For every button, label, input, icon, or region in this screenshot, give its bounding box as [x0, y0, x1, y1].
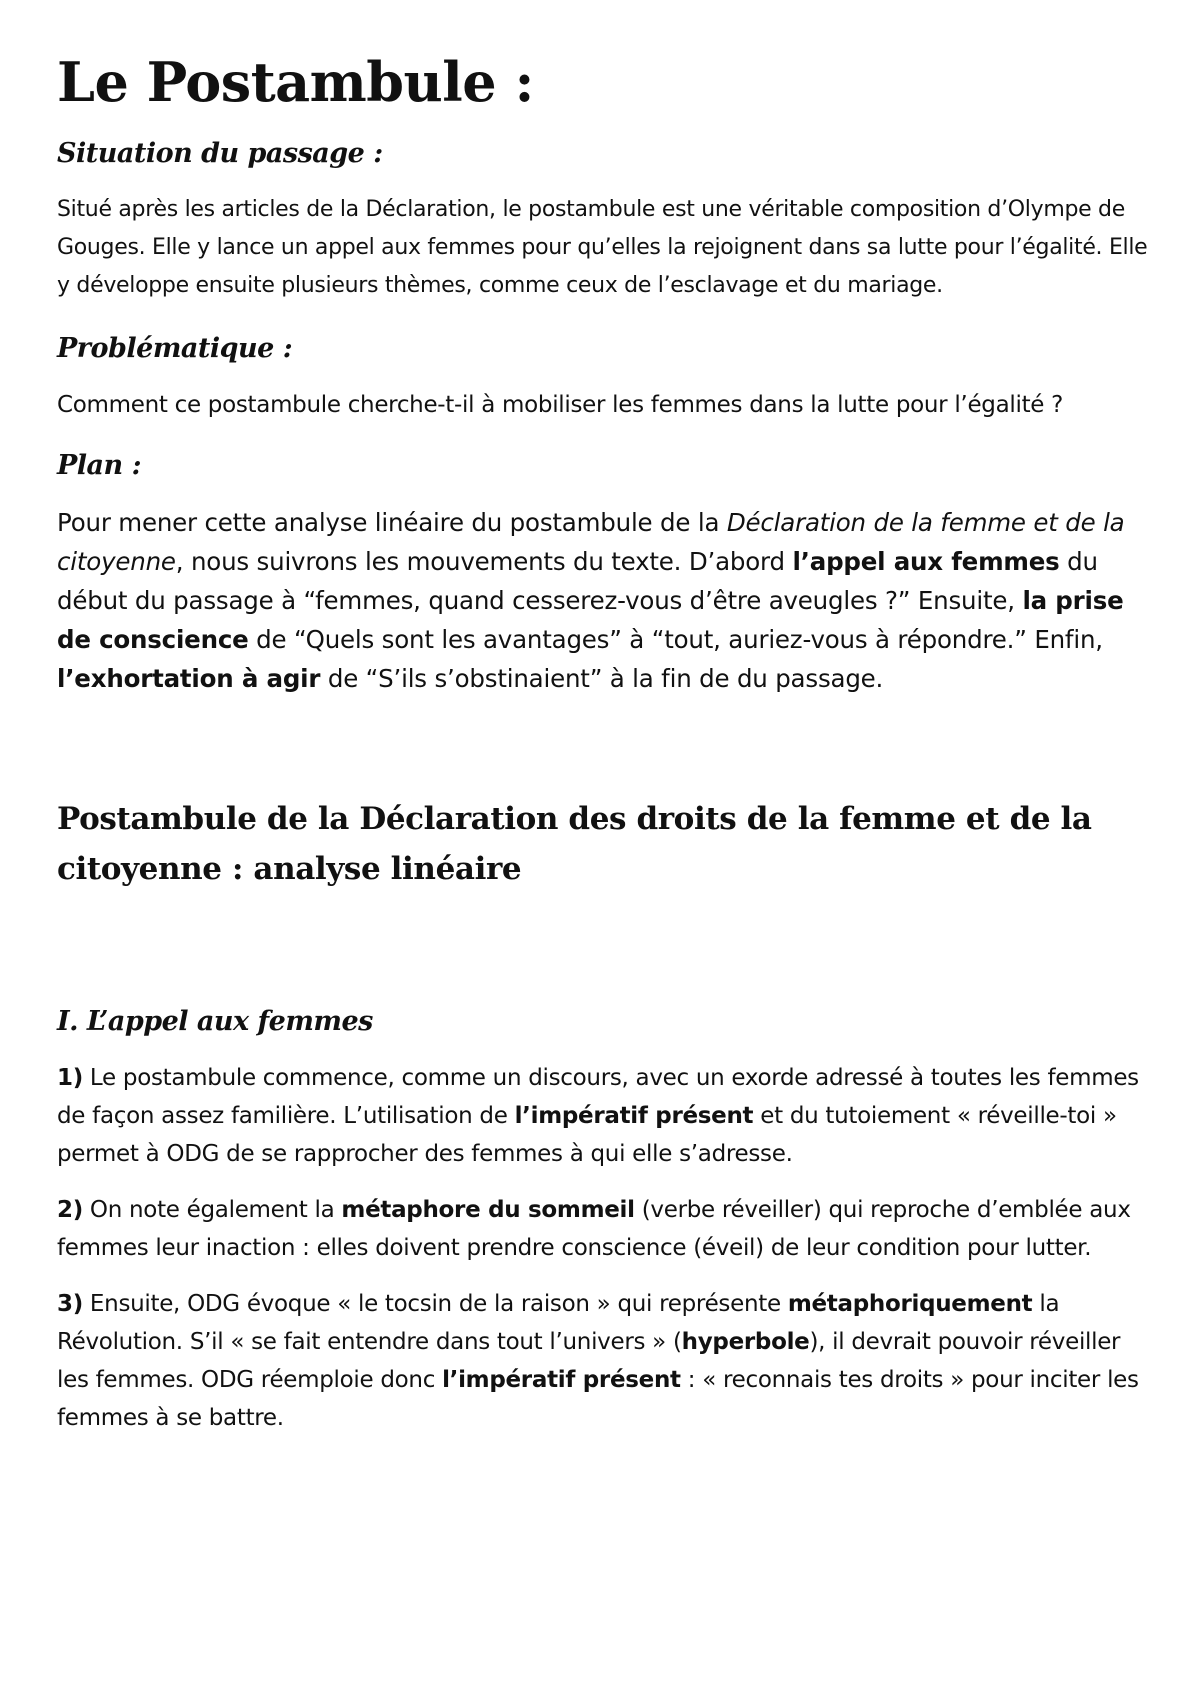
- item-bold-term: l’impératif présent: [442, 1367, 681, 1393]
- plan-text-prise-bold: la prise de conscience: [57, 586, 1124, 654]
- document-page: [57, 50, 1157, 1455]
- analysis-heading: Postambule de la Déclaration des droits de la femme et de la citoyenne : analyse linéaire: [57, 801, 1092, 887]
- plan-text-3: , nous suivrons les mouvements du texte. D’abord: [175, 547, 793, 576]
- item-text: la Révolution. S’il « se fait entendre dans tout l’univers » (: [57, 1291, 1060, 1355]
- plan-text-5: du début du passage à “femmes, quand cesserez-vous d’être aveugles ?” Ensuite,: [57, 547, 1098, 615]
- item-bold-term: métaphore du sommeil: [341, 1197, 635, 1223]
- item-text: et du tutoiement « réveille-toi » permet à ODG de se rapprocher des femmes à qui elle s’adresse.: [57, 1103, 1117, 1167]
- plan-text-title-italic: Déclaration de la femme et de la citoyenne: [57, 508, 1125, 576]
- situation-heading: Situation du passage :: [57, 138, 383, 169]
- item-text: (verbe réveiller) qui reproche d’emblée aux femmes leur inaction : elles doivent prendre conscience (éveil) de leur condition pour lutter.: [57, 1197, 1131, 1261]
- plan-text-exhortation-bold: l’exhortation à agir: [57, 664, 321, 693]
- item-number: 3): [57, 1291, 83, 1317]
- problematique-heading: Problématique :: [57, 333, 293, 364]
- problematique-text: Comment ce postambule cherche-t-il à mobiliser les femmes dans la lutte pour l’égalité ?: [57, 392, 1064, 418]
- plan-text-appel-bold: l’appel aux femmes: [792, 547, 1060, 576]
- item-text: ), il devrait pouvoir réveiller les femmes. ODG réemploie donc: [57, 1329, 1121, 1393]
- part1-item-1: [57, 1059, 1157, 1173]
- situation-text: Situé après les articles de la Déclaration, le postambule est une véritable composition d’Olympe de Gouges. Elle y lance un appel aux femmes pour qu’elles la rejoignent dans sa lutte pour l’égalité. Elle y développe ensuite plusieurs thèmes, comme ceux de l’esclavage et du mariage.: [57, 197, 1148, 298]
- item-number: 2): [57, 1197, 83, 1223]
- item-bold-term: l’impératif présent: [514, 1103, 754, 1129]
- item-text: On note également la: [82, 1197, 342, 1223]
- item-bold-term: hyperbole: [681, 1329, 810, 1355]
- item-text: Le postambule commence, comme un discours, avec un exorde adressé à toutes les femmes de façon assez familière. L’utilisation de: [57, 1065, 1139, 1129]
- page-title: Le Postambule :: [57, 50, 534, 114]
- part1-item-2: [57, 1191, 1157, 1267]
- plan-text-7: de “Quels sont les avantages” à “tout, auriez-vous à répondre.” Enfin,: [248, 625, 1103, 654]
- item-text: : « reconnais tes droits » pour inciter les femmes à se battre.: [57, 1367, 1139, 1431]
- plan-text-1: Pour mener cette analyse linéaire du postambule de la: [57, 508, 727, 537]
- item-bold-term: métaphoriquement: [787, 1291, 1033, 1317]
- plan-heading: Plan :: [57, 450, 142, 481]
- part1-item-3: [57, 1285, 1157, 1437]
- plan-text: [57, 503, 1157, 698]
- item-number: 1): [57, 1065, 83, 1091]
- plan-text-9: de “S’ils s’obstinaient” à la fin de du passage.: [320, 664, 884, 693]
- item-text: Ensuite, ODG évoque « le tocsin de la raison » qui représente: [82, 1291, 788, 1317]
- part1-heading: I. L’appel aux femmes: [57, 1006, 373, 1037]
